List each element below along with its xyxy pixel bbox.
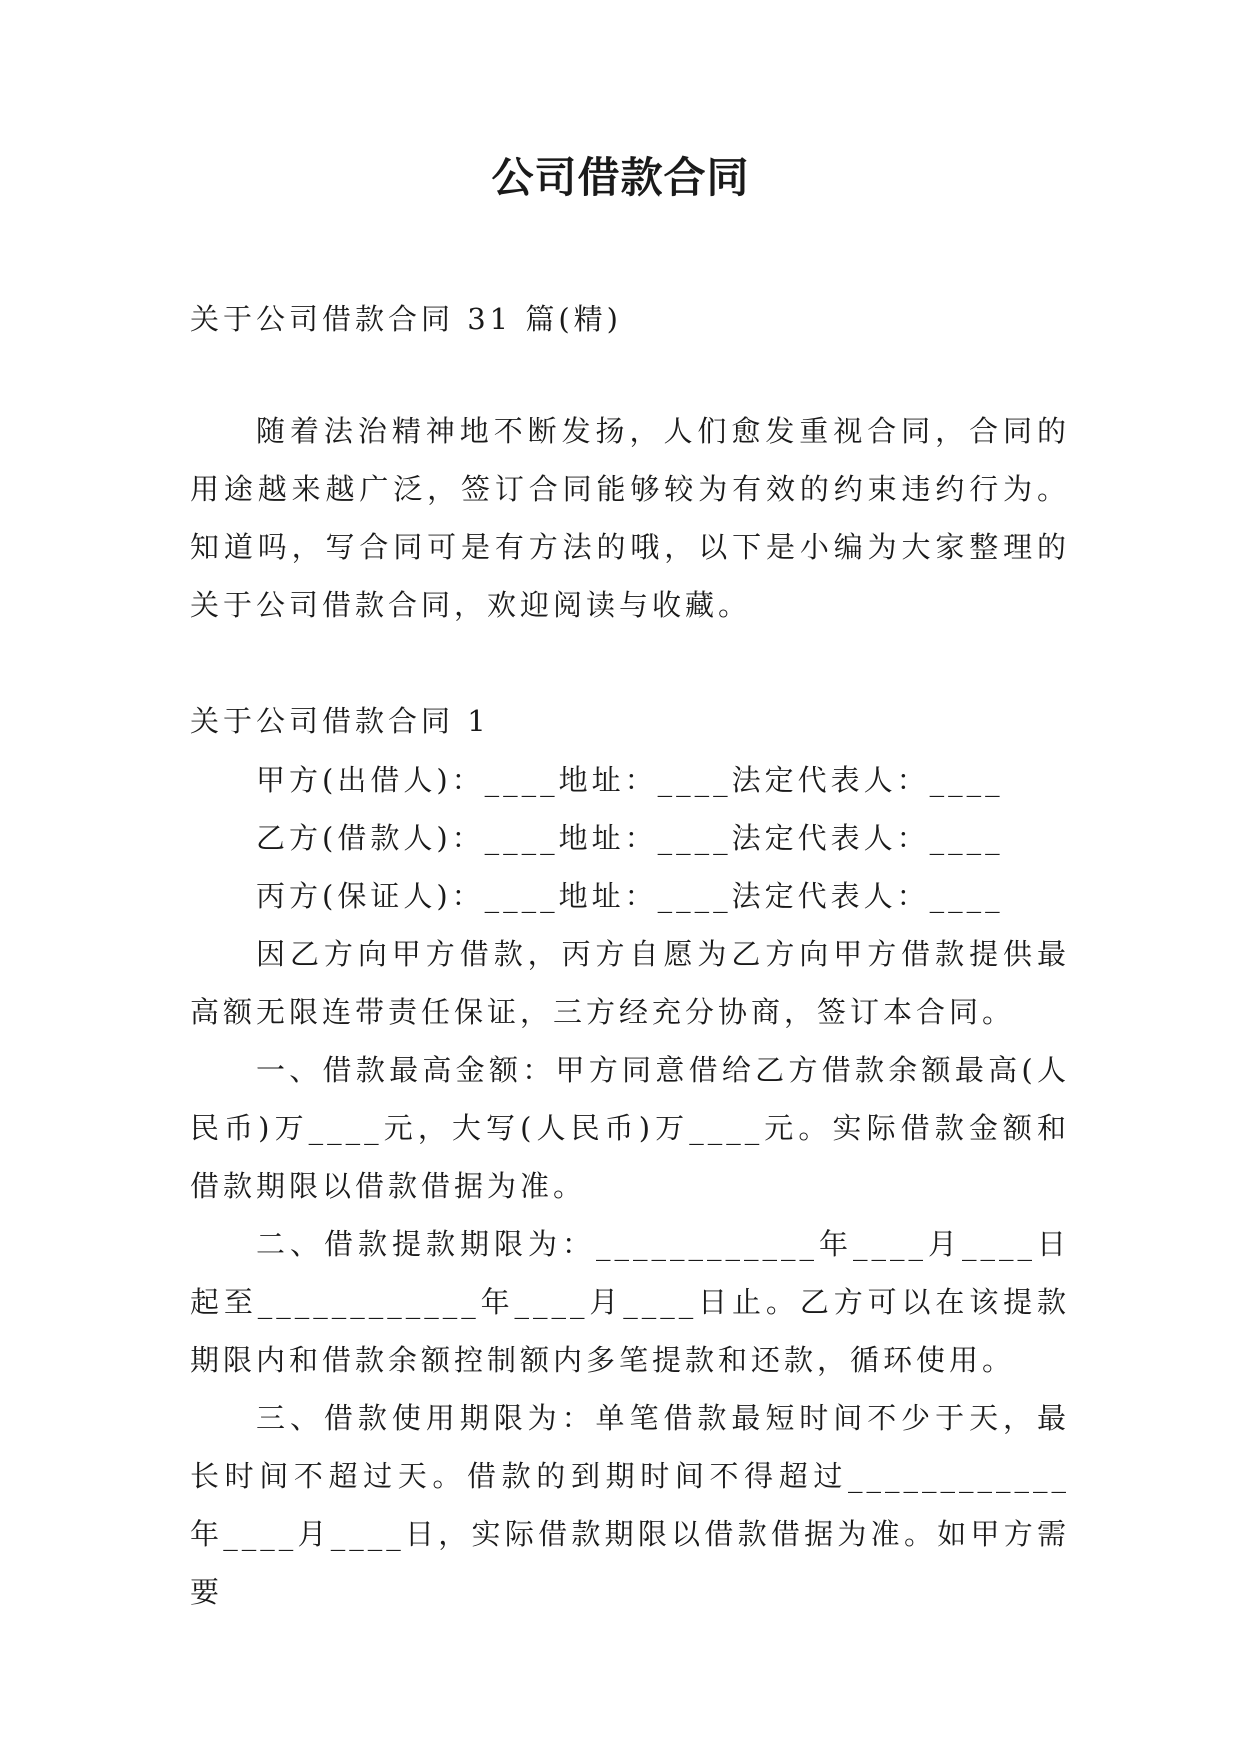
party-b-line: 乙方(借款人)：____地址：____法定代表人：____ xyxy=(256,821,1004,855)
clause-3-paragraph: 三、借款使用期限为：单笔借款最短时间不少于天，最长时间不超过天。借款的到期时间不得超过____________年____月____日，实际借款期限以借款借据为准。如甲方需要 xyxy=(190,1401,1070,1609)
document-title: 公司借款合同 xyxy=(491,153,750,202)
section-heading: 关于公司借款合同 1 xyxy=(190,704,490,738)
clause-1-paragraph: 一、借款最高金额：甲方同意借给乙方借款余额最高(人民币)万____元，大写(人民币)万____元。实际借款金额和借款期限以借款借据为准。 xyxy=(190,1053,1070,1203)
party-c-line: 丙方(保证人)：____地址：____法定代表人：____ xyxy=(256,879,1004,913)
clause-2-paragraph: 二、借款提款期限为：____________年____月____日起至____________年____月____日止。乙方可以在该提款期限内和借款余额控制额内多笔提款和还款，循环使用。 xyxy=(190,1227,1070,1377)
document-subtitle: 关于公司借款合同 31 篇(精) xyxy=(190,302,622,336)
contract-body xyxy=(190,751,1070,1621)
intro-paragraph: 随着法治精神地不断发扬，人们愈发重视合同，合同的用途越来越广泛，签订合同能够较为有效的约束违约行为。知道吗，写合同可是有方法的哦，以下是小编为大家整理的关于公司借款合同，欢迎阅读与收藏。 xyxy=(190,414,1070,622)
preamble-paragraph: 因乙方向甲方借款，丙方自愿为乙方向甲方借款提供最高额无限连带责任保证，三方经充分协商，签订本合同。 xyxy=(190,937,1070,1029)
party-a-line: 甲方(出借人)：____地址：____法定代表人：____ xyxy=(256,763,1004,797)
